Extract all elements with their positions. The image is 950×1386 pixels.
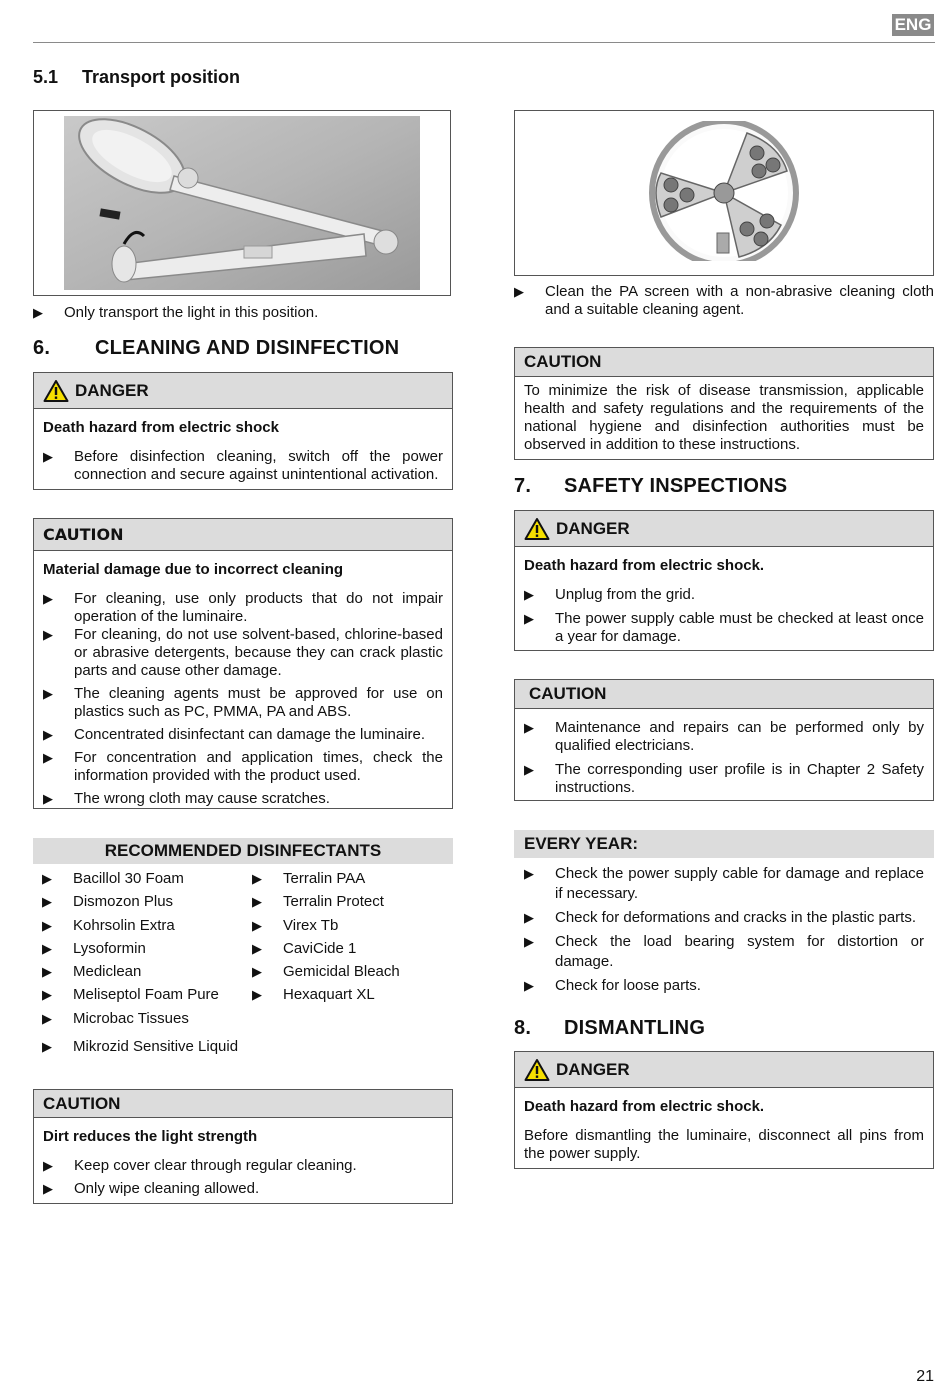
list-item: ▶ Check for loose parts. bbox=[524, 977, 701, 994]
list-item: ▶ Microbac Tissues bbox=[42, 1009, 189, 1027]
arrow-right-icon: ▶ bbox=[42, 964, 52, 980]
disinfectants-list-extra bbox=[42, 1038, 342, 1061]
disinfectants-list-left bbox=[42, 870, 252, 1033]
list-item: ▶ Gemicidal Bleach bbox=[252, 963, 400, 981]
list-item: ▶ Meliseptol Foam Pure bbox=[42, 986, 219, 1004]
section-number: 8. bbox=[514, 1017, 532, 1039]
danger-text: Before dismantling the luminaire, disconnect all pins from the power supply. bbox=[524, 1127, 924, 1162]
list-item: ▶ Before disinfection cleaning, switch off the power connection and secure against unintentional activation. bbox=[43, 448, 443, 483]
transport-position-photo bbox=[64, 116, 420, 290]
section-number: 5.1 bbox=[33, 67, 59, 87]
caution-box-material-damage bbox=[33, 518, 453, 809]
list-item: ▶ Keep cover clear through regular cleaning. bbox=[43, 1157, 357, 1174]
arrow-right-icon: ▶ bbox=[252, 917, 262, 933]
arrow-right-icon: ▶ bbox=[43, 750, 53, 765]
language-badge: ENG bbox=[892, 14, 934, 36]
list-item: ▶ Check the power supply cable for damage and replace if necessary. bbox=[524, 865, 924, 902]
danger-label: DANGER bbox=[556, 1059, 630, 1079]
caution-subtitle: Dirt reduces the light strength bbox=[43, 1128, 258, 1145]
arrow-right-icon: ▶ bbox=[524, 720, 534, 735]
section-title: CLEANING AND DISINFECTION bbox=[95, 337, 400, 359]
transport-position-photo-frame bbox=[33, 110, 451, 296]
disinfectants-heading: RECOMMENDED DISINFECTANTS bbox=[33, 838, 453, 864]
every-year-heading: EVERY YEAR: bbox=[514, 830, 934, 858]
caution-box-dirt bbox=[33, 1089, 453, 1204]
danger-box-electric-shock bbox=[33, 372, 453, 490]
arrow-right-icon: ▶ bbox=[252, 871, 262, 886]
caution-header bbox=[515, 680, 933, 709]
section-title: DISMANTLING bbox=[564, 1017, 706, 1039]
warning-triangle-icon bbox=[524, 517, 550, 541]
arrow-right-icon: ▶ bbox=[43, 591, 53, 606]
warning-triangle-icon bbox=[43, 379, 69, 403]
caution-label: CAUTION bbox=[43, 1093, 121, 1113]
list-item: ▶ Maintenance and repairs can be performed only by qualified electricians. bbox=[524, 719, 924, 754]
arrow-right-icon: ▶ bbox=[43, 449, 53, 464]
list-item: ▶ CaviCide 1 bbox=[252, 939, 357, 957]
caution-subtitle: Material damage due to incorrect cleaning bbox=[43, 561, 344, 578]
list-item: ▶ Only wipe cleaning allowed. bbox=[43, 1180, 260, 1197]
arrow-right-icon: ▶ bbox=[42, 940, 52, 956]
arrow-right-icon: ▶ bbox=[43, 791, 53, 806]
every-year-list bbox=[524, 864, 924, 996]
list-item: ▶ The corresponding user profile is in Chapter 2 Safety instructions. bbox=[524, 761, 924, 796]
arrow-right-icon: ▶ bbox=[42, 917, 52, 933]
disinfectants-list-right bbox=[252, 870, 452, 1010]
caution-label: CAUTION bbox=[524, 352, 602, 371]
warning-triangle-icon bbox=[524, 1058, 550, 1082]
arrow-right-icon: ▶ bbox=[43, 1181, 53, 1196]
arrow-right-icon: ▶ bbox=[524, 866, 534, 881]
header-divider bbox=[33, 42, 935, 43]
arrow-right-icon: ▶ bbox=[42, 987, 52, 1003]
list-item: ▶ Mikrozid Sensitive Liquid bbox=[42, 1038, 239, 1055]
arrow-right-icon: ▶ bbox=[252, 987, 262, 1003]
list-item: ▶ Concentrated disinfectant can damage the luminaire. bbox=[43, 726, 426, 743]
list-item: ▶ Lysoformin bbox=[42, 939, 146, 957]
list-item: ▶ The wrong cloth may cause scratches. bbox=[43, 790, 330, 807]
danger-box-dismantling bbox=[514, 1051, 934, 1169]
list-item: ▶ The power supply cable must be checked at least once a year for damage. bbox=[524, 610, 924, 645]
section-8-heading bbox=[514, 1019, 705, 1037]
danger-header bbox=[34, 373, 452, 409]
list-item: ▶ Unplug from the grid. bbox=[524, 586, 696, 603]
luminaire-photo bbox=[629, 121, 809, 261]
list-item: ▶ Dismozon Plus bbox=[42, 893, 174, 911]
caution-list bbox=[43, 590, 443, 808]
arrow-right-icon: ▶ bbox=[42, 894, 52, 910]
section-number: 6. bbox=[33, 337, 51, 359]
caution-list bbox=[43, 1157, 443, 1198]
arrow-right-icon: ▶ bbox=[524, 910, 534, 925]
list-item: ▶ Clean the PA screen with a non-abrasive cleaning cloth and a suitable cleaning agent. bbox=[514, 283, 934, 318]
caution-box-maintenance bbox=[514, 679, 934, 801]
danger-header bbox=[515, 1052, 933, 1088]
caution-text: To minimize the risk of disease transmission, applicable health and safety regulations and the requirements of the national hygiene and disinfection authorities must be observed in addition to these instructions. bbox=[524, 382, 924, 453]
danger-subtitle: Death hazard from electric shock bbox=[43, 419, 279, 436]
danger-subtitle: Death hazard from electric shock. bbox=[524, 557, 765, 574]
arrow-right-icon: ▶ bbox=[42, 871, 52, 886]
arrow-right-icon: ▶ bbox=[252, 964, 262, 980]
list-item: ▶ Hexaquart XL bbox=[252, 986, 375, 1004]
arrow-right-icon: ▶ bbox=[43, 627, 53, 642]
arrow-right-icon: ▶ bbox=[524, 762, 534, 777]
list-item: ▶ The cleaning agents must be approved for use on plastics such as PC, PMMA, PA and ABS. bbox=[43, 685, 443, 720]
list-item: ▶ Virex Tb bbox=[252, 916, 339, 934]
danger-box-safety bbox=[514, 510, 934, 651]
list-item: ▶ For cleaning, use only products that do not impair operation of the luminaire. bbox=[43, 590, 443, 625]
list-item: ▶ Bacillol 30 Foam bbox=[42, 870, 184, 887]
arrow-right-icon: ▶ bbox=[43, 727, 53, 742]
section-title: Transport position bbox=[82, 67, 241, 87]
danger-label: DANGER bbox=[556, 518, 630, 538]
caution-header bbox=[515, 348, 933, 377]
section-title: SAFETY INSPECTIONS bbox=[564, 475, 788, 497]
caution-box-disease bbox=[514, 347, 934, 460]
arrow-right-icon: ▶ bbox=[524, 611, 534, 626]
arrow-right-icon: ▶ bbox=[42, 1010, 52, 1026]
list-item: ▶ Terralin PAA bbox=[252, 870, 366, 887]
pa-screen-bullets bbox=[514, 283, 934, 319]
list-item: ▶ Terralin Protect bbox=[252, 893, 384, 911]
section-5-1-heading bbox=[33, 68, 240, 86]
arrow-right-icon: ▶ bbox=[42, 1039, 52, 1054]
danger-list bbox=[524, 586, 924, 646]
page-number: 21 bbox=[916, 1368, 934, 1385]
section-6-heading bbox=[33, 339, 399, 357]
transport-bullets bbox=[33, 304, 451, 322]
list-item: ▶ Check the load bearing system for distortion or damage. bbox=[524, 933, 924, 970]
list-item: ▶ Only transport the light in this position. bbox=[33, 304, 319, 321]
list-item: ▶ Check for deformations and cracks in the plastic parts. bbox=[524, 909, 916, 926]
arrow-right-icon: ▶ bbox=[252, 940, 262, 956]
arrow-right-icon: ▶ bbox=[252, 894, 262, 910]
arrow-right-icon: ▶ bbox=[524, 978, 534, 993]
section-7-heading bbox=[514, 477, 787, 495]
section-number: 7. bbox=[514, 475, 532, 497]
danger-header bbox=[515, 511, 933, 547]
list-item: ▶ For concentration and application times, check the information provided with the product used. bbox=[43, 749, 443, 784]
arrow-right-icon: ▶ bbox=[524, 587, 534, 602]
caution-label: CAUTION bbox=[529, 684, 607, 703]
caution-header bbox=[34, 1090, 452, 1118]
caution-list bbox=[524, 719, 924, 797]
list-item: ▶ Mediclean bbox=[42, 963, 142, 981]
list-item: ▶ For cleaning, do not use solvent-based, chlorine-based or abrasive detergents, because they can crack plastic parts and cause other damage. bbox=[43, 626, 443, 679]
danger-list bbox=[43, 448, 443, 484]
caution-header bbox=[34, 519, 452, 551]
arrow-right-icon: ▶ bbox=[514, 284, 524, 299]
luminaire-photo-frame bbox=[514, 110, 934, 276]
caution-label: CAUTION bbox=[43, 524, 124, 544]
danger-label: DANGER bbox=[75, 380, 149, 400]
arrow-right-icon: ▶ bbox=[524, 934, 534, 949]
arrow-right-icon: ▶ bbox=[43, 686, 53, 701]
danger-subtitle: Death hazard from electric shock. bbox=[524, 1098, 765, 1115]
list-item: ▶ Kohrsolin Extra bbox=[42, 916, 175, 934]
arrow-right-icon: ▶ bbox=[33, 305, 43, 320]
arrow-right-icon: ▶ bbox=[43, 1158, 53, 1173]
